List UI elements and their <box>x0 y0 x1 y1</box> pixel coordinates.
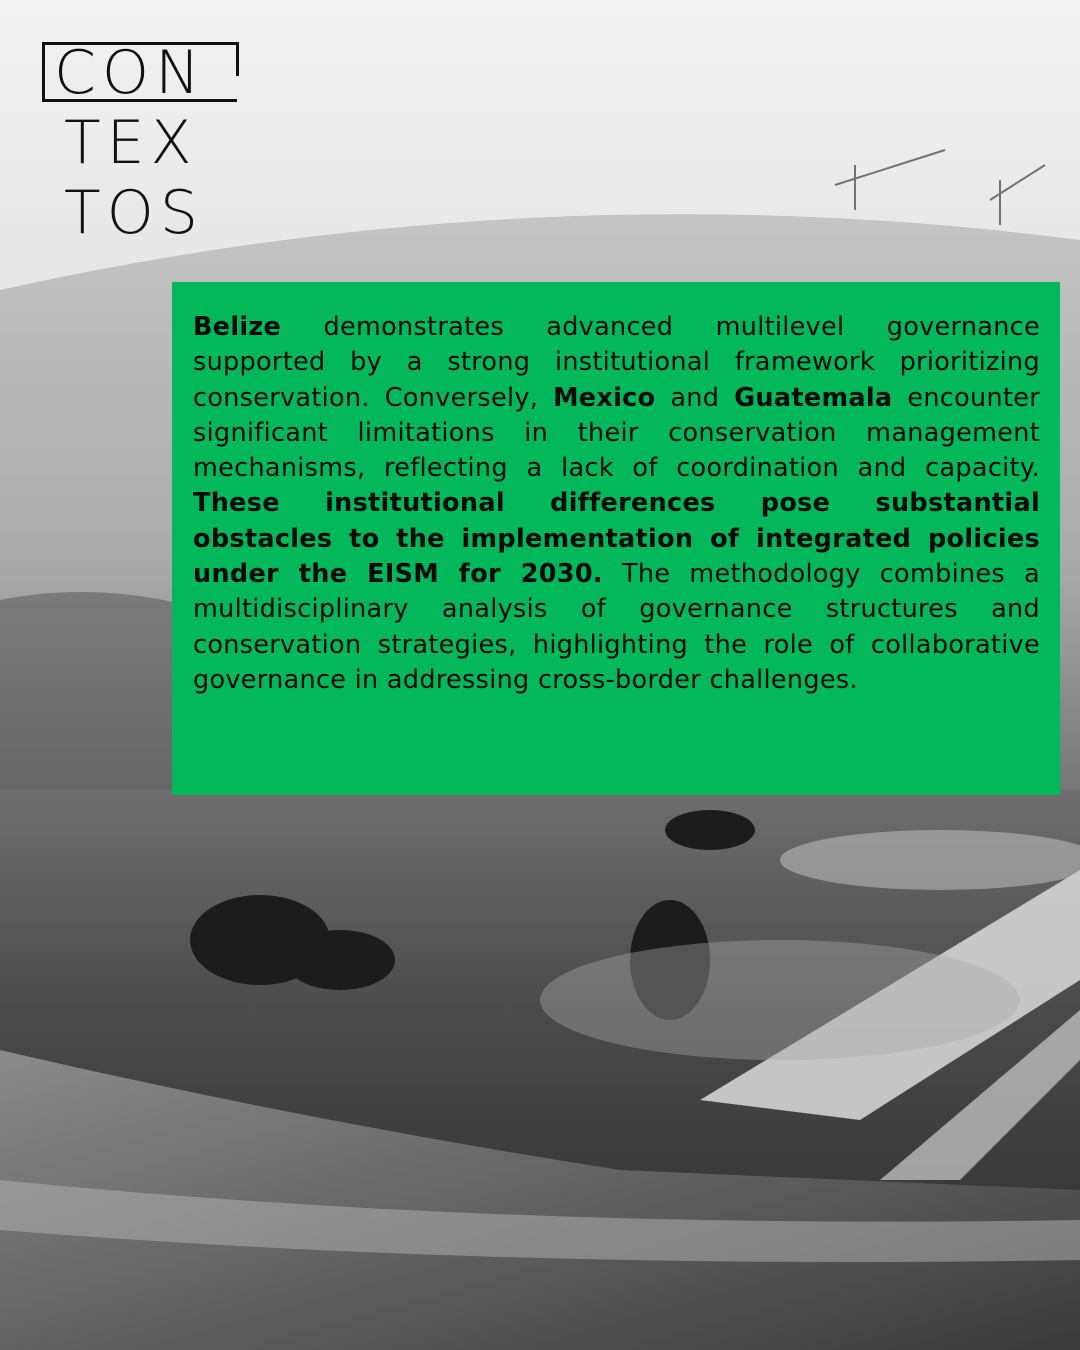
text-segment-6: encounter significant limitations in their conservation management mechanisms, reflecting a lack of coordination and capacity. <box>193 382 1041 484</box>
logo-line-1: CON <box>54 38 207 108</box>
text-segment-4: and <box>655 382 735 413</box>
text-panel <box>172 282 1060 795</box>
logo-line-3: TOS <box>64 178 204 248</box>
text-segment-1: Belize <box>193 312 282 342</box>
text-segment-2: demonstrates advanced multilevel governance supported by a strong institutional framework prioritizing conservation. Conversely, <box>193 312 1040 413</box>
logo-line-2: TEX <box>64 108 198 178</box>
text-segment-3: Mexico <box>553 382 656 413</box>
text-segment-7: These institutional differences pose substantial obstacles to the implementation of integrated policies under the EISM for 2030. <box>193 488 1040 590</box>
text-segment-5: Guatemala <box>734 382 893 413</box>
logo-frame <box>42 42 237 102</box>
panel-paragraph <box>193 310 1040 698</box>
contextos-logo <box>40 38 206 248</box>
text-segment-8: The methodology combines a multidisciplinary analysis of governance structures and conservation strategies, highlighting the role of collaborative governance in addressing cross-border challenges. <box>193 559 1040 695</box>
